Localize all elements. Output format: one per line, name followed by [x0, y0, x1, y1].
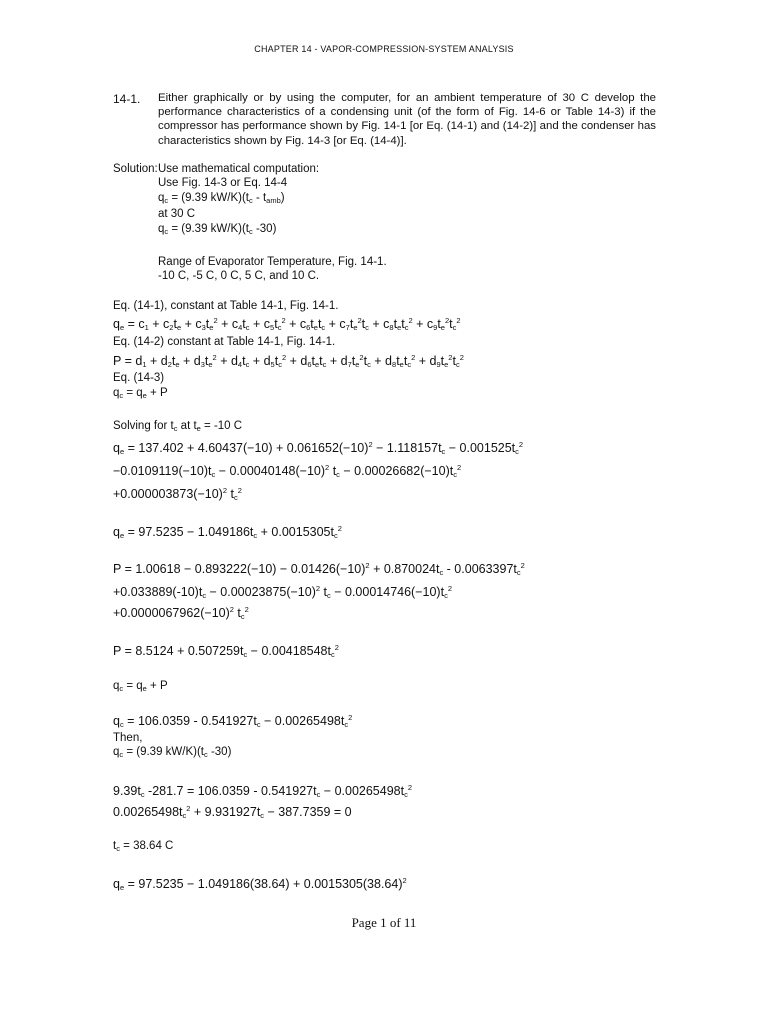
problem-statement: Either graphically or by using the computer, for an ambient temperature of 30 C develop the performance characteristics of a condensing unit (of the form of Fig. 14-6 or Table 14-3) if the compressor has performance shown by Fig. 14-1 [or Eq. (14-1) and (14-2)] and the condenser has characteristics shown by Fig. 14-3 [or Eq. (14-4)].	[158, 92, 656, 147]
eq141-formula: $q_e = c_1 + c_2t_e + c_3t_e^2 + c_4t_c + c_5t_c^2 + c_6t_et_c + c_7t_e^2t_c + c_8t_et_c^2 + c_9t_e^2t_c^2$	[113, 316, 461, 332]
p-expansion-2: $+0.033889(-10)t_c - 0.00023875(-10)^2$ $t_c - 0.00014746(-10)t_c^2$	[113, 584, 452, 600]
page-footer: Page 1 of 11	[351, 915, 417, 930]
chapter-header: CHAPTER 14 - VAPOR-COMPRESSION-SYSTEM ANALYSIS	[254, 44, 514, 54]
qc-result-line: $q_c = 106.0359 - 0.541927t_c - 0.00265498t_c^2$	[113, 713, 353, 729]
tc-result-value: = 38.64 C	[123, 840, 174, 852]
problem-number: 14-1.	[113, 92, 141, 106]
qe-expansion-1: $q_e = 137.402 + 4.60437(-10) + 0.061652(-10)^2 - 1.118157t_c - 0.001525t_c^2$	[113, 440, 524, 456]
solving-text: Solving for	[113, 420, 168, 432]
qc-sum-line: $q_c = q_e + P$	[113, 680, 168, 693]
solution-label: Solution:	[113, 163, 158, 175]
at30-line: at 30 C	[158, 208, 196, 220]
equate-line: $9.39t_c$ $-281.7 = 106.0359 - 0.541927t_c - 0.00265498t_c^2$	[113, 783, 413, 799]
then-label: Then,	[113, 732, 143, 744]
qe-final-line: $q_e = 97.5235 - 1.049186(38.64) + 0.0015305(38.64)^2$	[113, 876, 407, 892]
p-expansion-3: $+0.0000067962(-10)^2$ $t_c^2$	[113, 605, 249, 621]
quadratic-line: $0.00265498t_c^2 + 9.931927t_c - 387.7359 = 0$	[113, 804, 352, 820]
range-values: -10 C, -5 C, 0 C, 5 C, and 10 C.	[158, 270, 320, 282]
tc-result: $t_c = 38.64$ C	[113, 840, 174, 853]
solving-tail: = -10 C	[204, 420, 243, 432]
p-expansion-1: $P = 1.00618 - 0.893222(-10) - 0.01426(-10)^2 + 0.870024t_c - 0.0063397t_c^2$	[113, 561, 525, 577]
qe-expansion-2: $-0.0109119(-10)t_c - 0.00040148(-10)^2$ $t_c - 0.00026682(-10)t_c^2$	[113, 463, 462, 479]
solving-line: Solving for $t_c$ at $t_e = -10$ C	[113, 420, 243, 433]
qc-formula-general: $q_c = (9.39$ $kW/K)(t_c - t_{amb})$	[158, 192, 285, 205]
eq142-label: Eq. (14-2) constant at Table 14-1, Fig. 14-1.	[113, 336, 336, 348]
solution-intro: Use mathematical computation:	[158, 163, 320, 175]
qe-expansion-3: $+0.000003873(-10)^2$ $t_c^2$	[113, 486, 242, 502]
eq143-label: Eq. (14-3)	[113, 372, 165, 384]
qc-condenser-line: $q_c = (9.39$ $kW/K)(t_c$ -30)	[113, 746, 232, 759]
p-simplified: $P = 8.5124 + 0.507259t_c - 0.00418548t_c^2$	[113, 643, 339, 659]
qc-formula-30: $q_c = (9.39$ $kW/K)(t_c$ -30)	[158, 223, 277, 236]
range-title: Range of Evaporator Temperature, Fig. 14-1.	[158, 256, 387, 268]
use-fig-line: Use Fig. 14-3 or Eq. 14-4	[158, 177, 288, 189]
eq143-formula: $q_c = q_e + P$	[113, 387, 168, 400]
eq142-formula: $P = d_1 + d_2t_e + d_3t_e^2 + d_4t_c + d_5t_c^2 + d_6t_et_c + d_7t_e^2t_c + d_8t_et_c^2 + d_9t_e^2t_c^2$	[113, 353, 464, 369]
eq141-label: Eq. (14-1), constant at Table 14-1, Fig. 14-1.	[113, 300, 339, 312]
qe-simplified: $q_e = 97.5235 - 1.049186t_c + 0.0015305t_c^2$	[113, 524, 342, 540]
